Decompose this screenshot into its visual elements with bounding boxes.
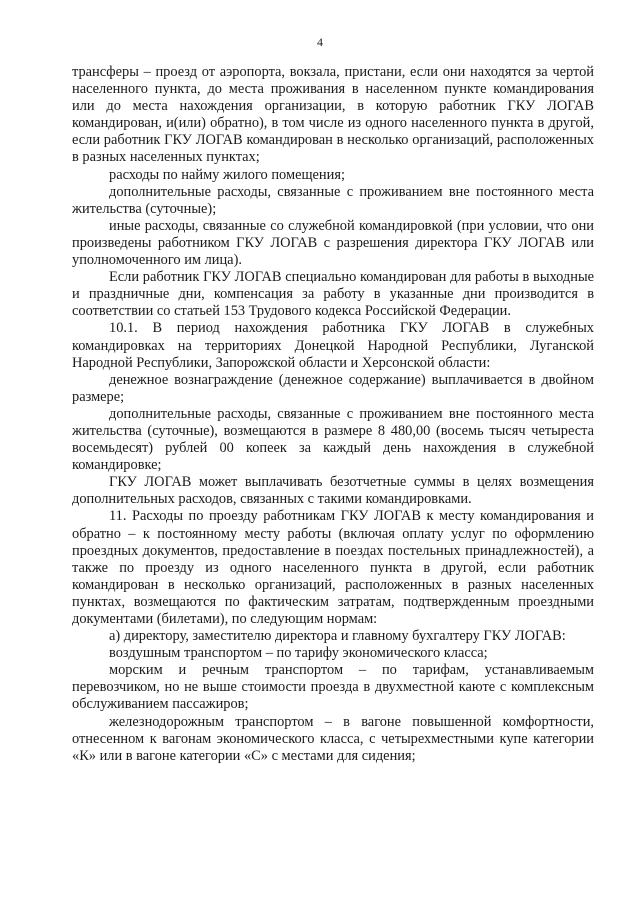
paragraph-sea-river-transport: морским и речным транспортом – по тарифам, устанавливаемым перевозчиком, но не выше стоимости проезда в двухместной каюте с комплексным обслуживанием пассажиров; — [72, 662, 594, 713]
paragraph-weekend-compensation: Если работник ГКУ ЛОГАВ специально командирован для работы в выходные и праздничные дни, компенсация за работу в указанные дни производится в соответствии со статьей 153 Трудового кодекса Российской Федерации. — [72, 269, 594, 320]
paragraph-section-10-1: 10.1. В период нахождения работника ГКУ ЛОГАВ в служебных командировках на территориях Донецкой Народной Республики, Луганской Народной Республики, Запорожской области и Херсонской области: — [72, 320, 594, 371]
paragraph-housing-expenses: расходы по найму жилого помещения; — [109, 166, 345, 183]
paragraph-daily-rate: дополнительные расходы, связанные с проживанием вне постоянного места жительства (суточные), возмещаются в размере 8 480,00 (восемь тысяч четыреста восемьдесят) рублей 00 копеек за каждый день нахождения в служебной командировке; — [72, 405, 594, 474]
paragraph-management-norms: а) директору, заместителю директора и главному бухгалтеру ГКУ ЛОГАВ: — [109, 628, 566, 645]
paragraph-other-expenses: иные расходы, связанные со служебной командировкой (при условии, что они произведены работником ГКУ ЛОГАВ с разрешения директора ГКУ ЛОГАВ или уполномоченного им лица). — [72, 217, 594, 269]
document-body — [72, 64, 594, 765]
paragraph-air-transport: воздушным транспортом – по тарифу экономического класса; — [109, 645, 488, 662]
paragraph-section-11: 11. Расходы по проезду работникам ГКУ ЛОГАВ к месту командирования и обратно – к постоянному месту работы (включая оплату услуг по оформлению проездных документов, предоставление в поездах постельных принадлежностей), а также по проезду из одного населенного пункта в другой, если работник командирован в несколько организаций, расположенных в разных населенных пунктах, возмещаются по фактическим затратам, подтвержденным проездными документами (билетами), по следующим нормам: — [72, 508, 594, 627]
paragraph-rail-transport: железнодорожным транспортом – в вагоне повышенной комфортности, отнесенном к вагонам экономического класса, с четырехместными купе категории «К» или в вагоне категории «С» с местами для сидения; — [72, 713, 594, 764]
paragraph-double-pay: денежное вознаграждение (денежное содержание) выплачивается в двойном размере; — [72, 371, 594, 405]
page-number: 4 — [317, 35, 323, 49]
paragraph-daily-allowance: дополнительные расходы, связанные с проживанием вне постоянного места жительства (суточные); — [72, 183, 594, 217]
paragraph-transfers: трансферы – проезд от аэропорта, вокзала, пристани, если они находятся за чертой населенного пункта, до места проживания в населенном пункте командирования или до места нахождения организации, в которую работник ГКУ ЛОГАВ командирован, и(или) обратно), в том числе из одного населенного пункта в другой, если работник ГКУ ЛОГАВ командирован в несколько организаций, расположенных в разных населенных пунктах; — [72, 64, 594, 166]
paragraph-unaccounted-sums: ГКУ ЛОГАВ может выплачивать безотчетные суммы в целях возмещения дополнительных расходов, связанных с такими командировками. — [72, 474, 594, 508]
